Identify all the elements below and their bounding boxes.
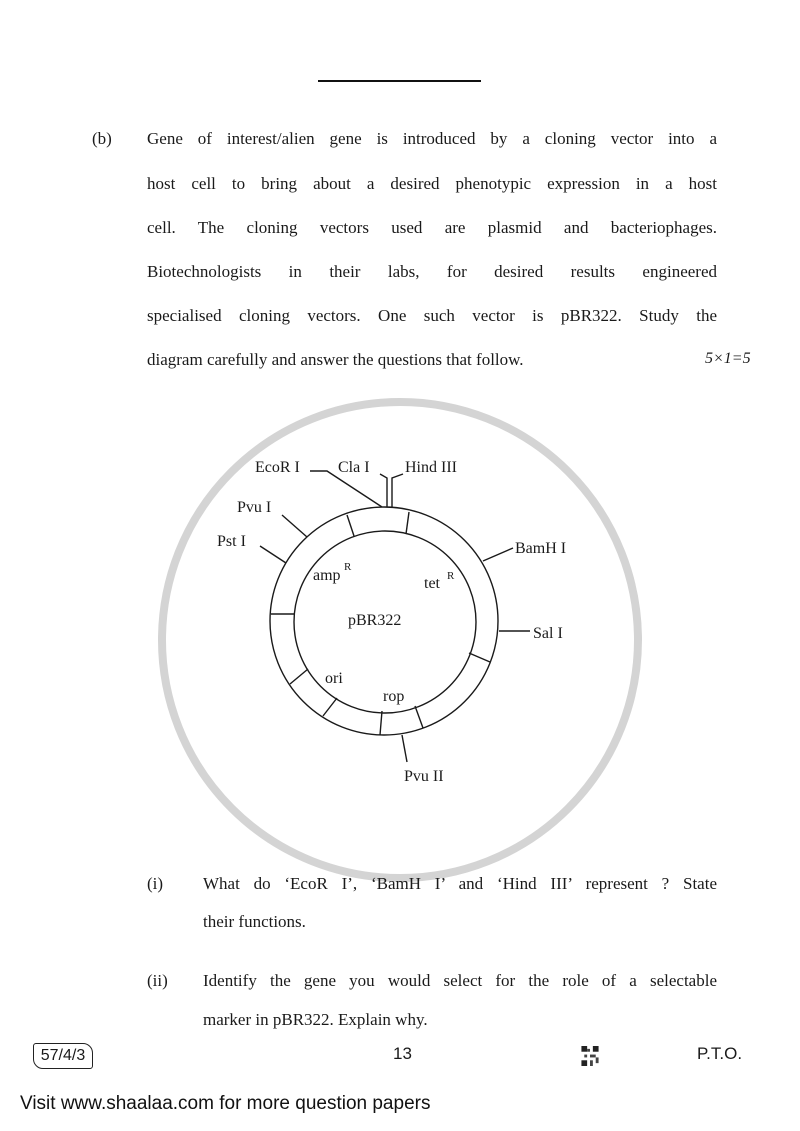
pto-label: P.T.O.: [697, 1044, 743, 1063]
subquestion-label: (i): [147, 874, 164, 893]
subquestion-line: What do ‘EcoR I’, ‘BamH I’ and ‘Hind III’ represent ? State: [203, 874, 717, 893]
site-bamhi: BamH I: [515, 540, 567, 557]
subquestion-line: their functions.: [203, 912, 306, 931]
question-line: cell. The cloning vectors used are plasmid and bacteriophages.: [147, 218, 717, 237]
gene-ori: ori: [325, 670, 343, 687]
gene-tet: tet: [424, 575, 440, 592]
gene-amp: amp: [313, 567, 341, 584]
site-psti: Pst I: [217, 533, 246, 550]
site-clai: Cla I: [338, 459, 370, 476]
plasmid-name: pBR322: [348, 612, 402, 629]
marks: 5×1=5: [705, 350, 751, 367]
gene-tet-sup: R: [447, 570, 455, 582]
question-line: diagram carefully and answer the questions that follow.: [147, 350, 524, 369]
question-line: specialised cloning vectors. One such vector is pBR322. Study the: [147, 306, 717, 325]
gene-amp-sup: R: [344, 561, 352, 573]
question-line: host cell to bring about a desired phenotypic expression in a host: [147, 174, 717, 193]
visit-link[interactable]: Visit www.shaalaa.com for more question papers: [20, 1093, 431, 1114]
question-line: Gene of interest/alien gene is introduced by a cloning vector into a: [147, 129, 717, 148]
question-label: (b): [92, 129, 112, 148]
subquestion-line: Identify the gene you would select for the role of a selectable: [203, 971, 717, 990]
site-hindiii: Hind III: [405, 459, 457, 476]
question-line: Biotechnologists in their labs, for desired results engineered: [147, 262, 717, 281]
qr-code-icon: [581, 1046, 599, 1066]
gene-rop: rop: [383, 688, 405, 705]
site-ecori: EcoR I: [255, 459, 300, 476]
paper-code: 57/4/3: [33, 1043, 93, 1069]
site-sali: Sal I: [533, 625, 563, 642]
subquestion-label: (ii): [147, 971, 168, 990]
site-pvuii: Pvu II: [404, 768, 444, 785]
page-number: 13: [393, 1044, 412, 1063]
site-pvui: Pvu I: [237, 499, 272, 516]
subquestion-line: marker in pBR322. Explain why.: [203, 1010, 428, 1029]
